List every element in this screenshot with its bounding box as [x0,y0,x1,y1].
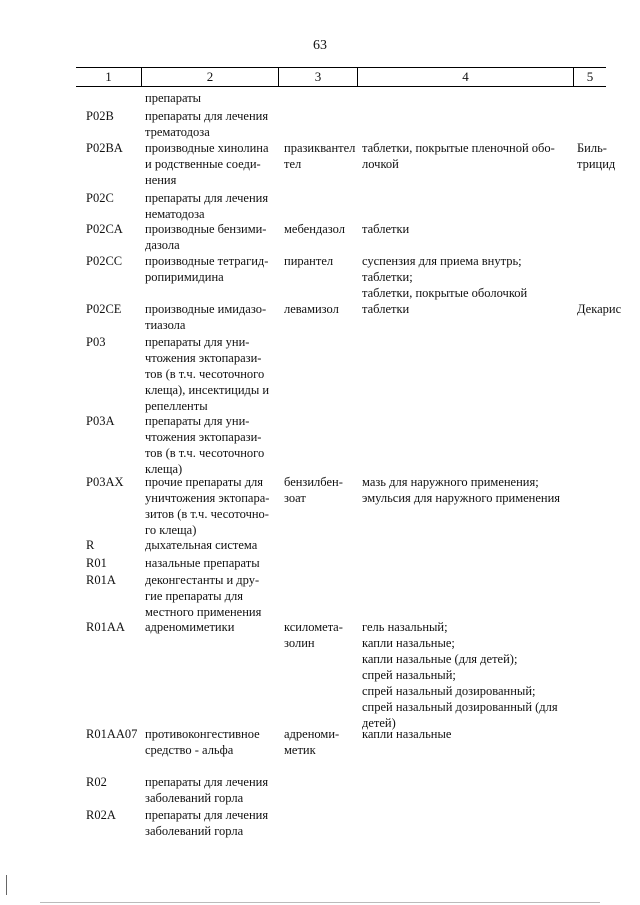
atc-group: препараты для лечения нематодоза [145,191,269,221]
active-substance: бензилбен- зоат [284,475,343,505]
dosage-form: таблетки [362,222,410,236]
dosage-form: суспензия для приема внутрь; таблетки; таблетки, покрытые оболочкой [362,254,528,300]
dosage-form: мазь для наружного применения; эмульсия для наружного применения [362,475,561,505]
dosage-form: капли назальные [362,727,452,741]
atc-group: препараты для лечения трематодоза [145,109,269,139]
scan-bottom-edge [40,902,600,903]
header-col-3: 3 [314,69,322,84]
active-substance: пирантел [284,254,334,268]
atc-group: дыхательная система [145,538,258,552]
atc-code: P02CC [86,254,123,268]
scan-edge-mark [6,875,7,895]
atc-code: P02CE [86,302,122,316]
active-substance: адреноми- метик [284,727,340,757]
header-col-1: 1 [105,69,112,84]
atc-code: P03AX [86,475,124,489]
atc-code: R02A [86,808,116,822]
dosage-form: гель назальный; капли назальные; капли назальные (для детей); спрей назальный; спрей назальный дозированный; спрей назальный дозированный (для детей) [362,620,558,730]
dosage-form: таблетки, покрытые пленочной обо- лочкой [362,141,555,171]
atc-group: препараты для лечения заболеваний горла [145,775,269,805]
trade-name: Декарис [577,302,622,316]
atc-group: препараты для лечения заболеваний горла [145,808,269,838]
dosage-form: таблетки [362,302,410,316]
header-col-2: 2 [206,69,214,84]
atc-group: производные хинолина и родственные соеди- нения [145,141,269,187]
atc-code: P02CA [86,222,123,236]
atc-code: R02 [86,775,107,789]
atc-code: R01AA07 [86,727,138,741]
atc-code: R [86,538,95,552]
atc-group: назальные препараты [145,556,260,570]
table-header [76,67,606,87]
atc-code: P03A [86,414,115,428]
atc-group: препараты [145,91,202,105]
atc-code: P02C [86,191,114,205]
active-substance: мебендазол [284,222,345,236]
trade-name: Биль- трицид [577,141,616,171]
atc-group: противоконгестивное средство - альфа [145,727,260,757]
atc-group: препараты для уни- чтожения эктопарази- тов (в т.ч. чесоточного клеща), инсектициды и репелленты [145,335,270,413]
atc-code: P03 [86,335,106,349]
active-substance: левамизол [284,302,339,316]
page-number: 63 [313,38,327,53]
atc-group: производные бензими- дазола [145,222,267,252]
atc-group: производные имидазо- тиазола [145,302,267,332]
atc-code: P02BA [86,141,123,155]
atc-group: препараты для уни- чтожения эктопарази- тов (в т.ч. чесоточного клеща) [145,414,265,476]
active-substance: ксилометa- золин [284,620,343,650]
atc-code: R01A [86,573,116,587]
atc-code: R01 [86,556,107,570]
atc-group: адреномиметики [145,620,235,634]
atc-group: производные тетрагид- ропиримидина [145,254,269,284]
header-col-5: 5 [586,69,594,84]
atc-group: деконгестанты и дру- гие препараты для местного применения [145,573,262,619]
atc-code: P02B [86,109,114,123]
atc-group: прочие препараты для уничтожения эктопара- зитов (в т.ч. чесоточно- го клеща) [145,475,270,537]
atc-code: R01AA [86,620,125,634]
header-col-4: 4 [462,69,469,84]
active-substance: празиквантел тел [284,141,356,171]
